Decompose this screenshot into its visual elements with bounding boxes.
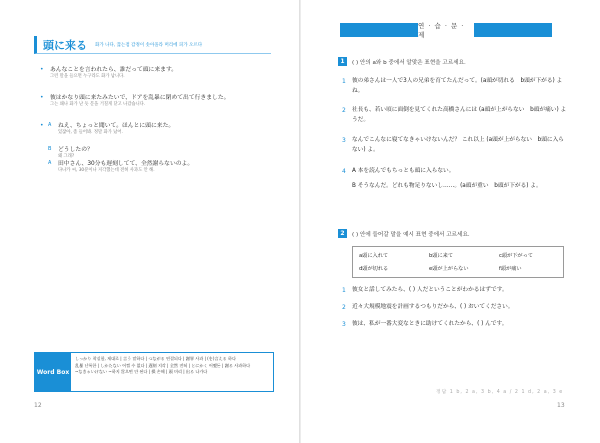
choice-option: c頭が下がって xyxy=(499,253,533,259)
page-number: 13 xyxy=(557,402,565,409)
expression-subtitle: 화가 나다, 끓는점 감정이 솟아올라 머리에 피가 오르다 xyxy=(95,42,203,48)
bullet-icon: • xyxy=(40,66,44,73)
exercise-item: 1 彼女と話してみたら、( ) 人だということがわかるはずです。 xyxy=(342,287,508,294)
exercise-item: 1 彼の弟さんは一人で3人の兄弟を育てたんだって。(a頭が切れる b頭が下がる) よね。 xyxy=(342,78,563,94)
section-number: 1 xyxy=(338,57,347,66)
bullet-icon: • xyxy=(40,94,44,101)
choice-option: a頭に入れて xyxy=(359,253,389,259)
section-2-instruction: 2 ( ) 안에 들어갈 말을 예시 표현 중에서 고르세요. xyxy=(338,229,470,238)
dialog-line: • A ねえ、ちょっと聞いて。ほんとに頭に来た。 있잖아, 좀 들어봐. 정말 화가 났어. xyxy=(40,122,175,135)
exercise-item: 3 彼は、私が一番大変なときに助けてくれたから、( ) んです。 xyxy=(342,321,508,328)
word-box xyxy=(34,352,274,392)
exercise-item: 2 近々大規模地震を計画するつもりだから、( ) おいてください。 xyxy=(342,304,514,311)
bullet-icon: • xyxy=(40,122,44,129)
section-1-instruction: 1 ( ) 안의 a와 b 중에서 알맞은 표현을 고르세요. xyxy=(338,57,466,66)
expression-title-box xyxy=(34,36,271,54)
exercise-item: B そうなんだ。どれも物足りないし……。(a頭が重い b頭が下がる) よ。 xyxy=(352,183,542,189)
book-spine xyxy=(299,0,301,443)
choice-option: e頭が上がらない xyxy=(429,266,469,272)
choice-box xyxy=(352,246,564,278)
section-number: 2 xyxy=(338,229,347,238)
word-box-content: しっかり 착실함, 제대로 | 言う 말하다 | つながる 연결되다 | 謝罪 사과 | (を)言える 하다 乱暴 난폭한 | しかたない 어쩔 수 없다 | 遅刻 지각 | 全然 전혀 | とにかく 어쨌든 | 謝る 사과하다 ~なきゃいけない ~하지 않으면 안 된다 | 損 손해 | 頭 머리 | 出る 나가다 xyxy=(75,356,251,375)
exercise-item: 4 A 本を読んでもちっとも頭に入らない。 xyxy=(342,168,455,175)
dialog-line: B どうしたの？ 왜 그래? xyxy=(48,146,93,159)
page-number: 12 xyxy=(34,402,42,409)
choice-option: b頭に来て xyxy=(429,253,454,259)
example-sentence: • あんなことを言われたら、誰だって頭に来ます。 그런 말을 들으면 누구라도 화가 납니다. xyxy=(40,66,178,79)
exercise-header: 연 · 습 · 문 · 제 xyxy=(418,23,474,37)
exercise-item: 2 社長も、若い頃に面倒を見てくれた高橋さんには (a頭が上がらない b頭が痛い) ようだ。 xyxy=(342,107,567,123)
choice-option: d頭が切れる xyxy=(359,266,389,272)
example-sentence: • 彼はかなり頭に来たみたいで、ドアを乱暴に閉めて出て行きました。 그는 꽤나 화가 난 듯 문을 거칠게 닫고 나갔습니다. xyxy=(40,94,230,107)
dialog-line: A 田中さん、30分も遅刻してて、全然謝らないのよ。 다나카 씨, 30분이나 지각했는데 전혀 사과도 안 해. xyxy=(48,160,194,173)
exercise-item: 3 なんでこんなに寝てなきゃいけないんだ？ これ以上 (a頭が上がらない b頭に入らない) よ。 xyxy=(342,137,564,153)
word-box-label: Word Box xyxy=(35,353,71,391)
choice-option: f頭が痛い xyxy=(499,266,522,272)
expression-title: 頭に来る xyxy=(43,38,87,52)
answer-footer: 정답 1 b, 2 a, 3 b, 4 a / 2 1 d, 2 a, 3 e xyxy=(436,390,564,395)
